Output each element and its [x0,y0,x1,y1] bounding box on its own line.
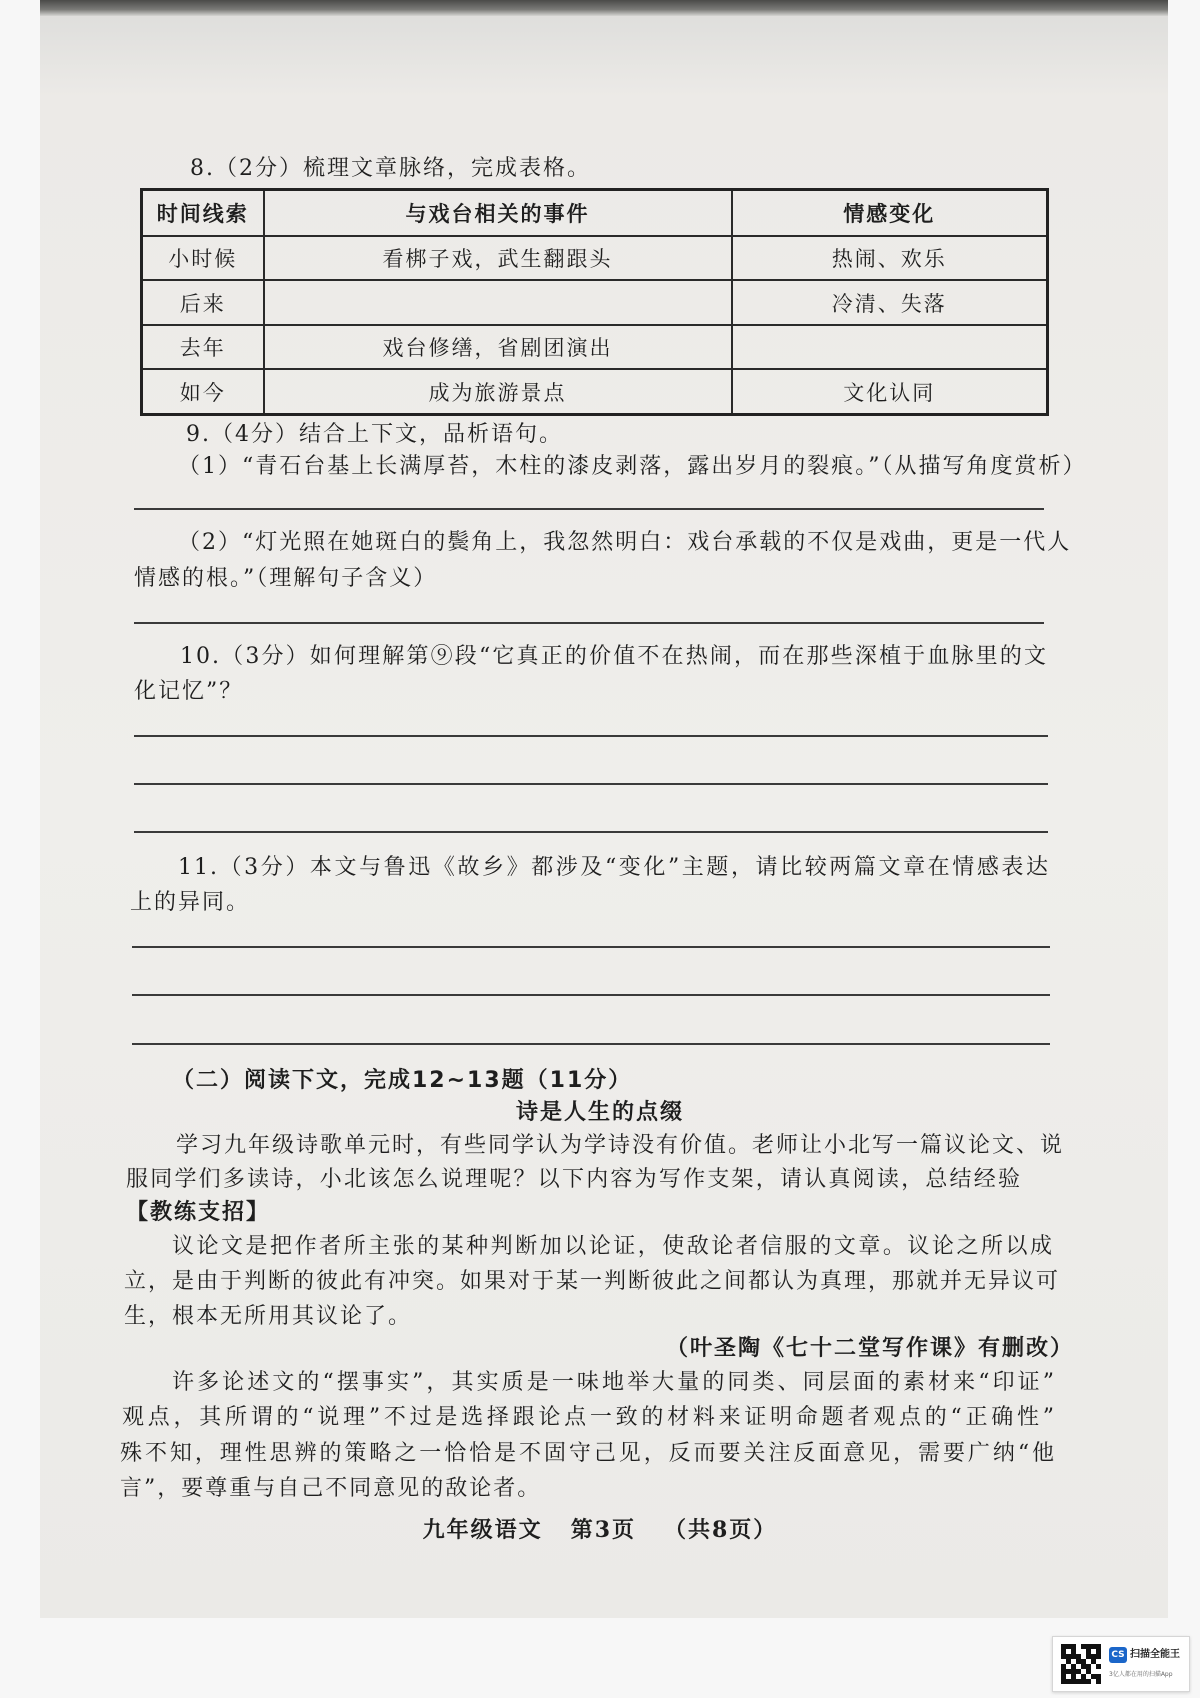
citation: （叶圣陶《七十二堂写作课》有删改） [666,1336,1075,1361]
coach-heading: 【教练支招】 [126,1200,271,1225]
section-heading: （二）阅读下文，完成12~13题（11分） [172,1068,633,1093]
paragraph-line: 许多论述文的“摆事实”，其实质是一味地举大量的同类、同层面的素材来“印证” [172,1370,1056,1395]
question-9-sub1: （1）“青石台基上长满厚苔，木柱的漆皮剥落，露出岁月的裂痕。”（从描写角度赏析） [178,454,1087,479]
table-cell: 戏台修缮，省剧团演出 [264,325,732,369]
paragraph-line: 殊不知，理性思辨的策略之一恰恰是不固守己见，反而要关注反面意见，需要广纳“他 [120,1441,1056,1466]
table-cell: 文化认同 [732,369,1048,414]
answer-line [134,735,1048,737]
table-cell-blank [264,280,732,324]
footer-page: 第3页 [570,1517,636,1543]
page-footer [0,1513,1200,1544]
table-cell: 如今 [142,369,264,414]
table-header: 与戏台相关的事件 [264,190,732,237]
table-cell: 冷清、失落 [732,280,1048,324]
table-cell: 后来 [142,280,264,324]
question-11-line: 上的异同。 [130,890,251,915]
table-cell: 成为旅游景点 [264,369,732,414]
table-row [142,236,1048,280]
paragraph-line: 言”，要尊重与自己不同意见的敌论者。 [120,1476,542,1501]
question-9-sub2-line: 情感的根。”（理解句子含义） [134,566,438,591]
table-header: 时间线索 [142,190,264,237]
question-10-line: 10.（3分）如何理解第⑨段“它真正的价值不在热闹，而在那些深植于血脉里的文 [180,644,1048,669]
question-11-line: 11.（3分）本文与鲁迅《故乡》都涉及“变化”主题，请比较两篇文章在情感表达 [178,855,1050,880]
paragraph-line: 观点，其所谓的“说理”不过是选择跟论点一致的材料来证明命题者观点的“正确性” [122,1405,1056,1430]
table-cell-blank [732,325,1048,369]
table-cell: 去年 [142,325,264,369]
answer-line [132,1043,1050,1045]
scan-edge [40,0,1168,16]
table-header: 情感变化 [732,190,1048,237]
table-cell: 看梆子戏，武生翻跟头 [264,236,732,280]
camscanner-logo-icon: CS [1109,1647,1127,1663]
table-row [142,325,1048,369]
answer-line [132,994,1050,996]
quote-line: 生，根本无所用其议论了。 [124,1304,413,1329]
question-9-prompt: 9.（4分）结合上下文，品析语句。 [186,422,563,447]
footer-total: （共8页） [664,1517,778,1543]
watermark-tagline: 3亿人都在用的扫描App [1109,1671,1173,1678]
table-row [142,369,1048,414]
question-10-line: 化记忆”？ [134,679,244,704]
answer-line [132,946,1050,948]
answer-line [134,783,1048,785]
answer-line [134,622,1044,624]
answer-line [134,508,1044,510]
article-title: 诗是人生的点缀 [515,1100,684,1125]
footer-subject: 九年级语文 [422,1517,543,1543]
quote-line: 议论文是把作者所主张的某种判断加以论证，使敌论者信服的文章。议论之所以成 [172,1234,1054,1259]
question-8-prompt: 8.（2分）梳理文章脉络，完成表格。 [190,156,591,181]
intro-line: 学习九年级诗歌单元时，有些同学认为学诗没有价值。老师让小北写一篇议论文、说 [176,1133,1065,1158]
timeline-table [140,188,1049,416]
qr-code-icon [1061,1644,1101,1684]
quote-line: 立，是由于判断的彼此有冲突。如果对于某一判断彼此之间都认为真理，那就并无异议可 [124,1269,1061,1294]
table-row [142,280,1048,324]
intro-line: 服同学们多读诗，小北该怎么说理呢？以下内容为写作支架，请认真阅读，总结经验 [126,1167,1022,1192]
answer-line [134,831,1048,833]
table-cell: 热闹、欢乐 [732,236,1048,280]
scanner-watermark [1052,1636,1190,1692]
question-9-sub2-line: （2）“灯光照在她斑白的鬓角上，我忽然明白：戏台承载的不仅是戏曲，更是一代人 [178,530,1072,555]
watermark-app-name: 扫描全能王 [1130,1649,1180,1660]
table-cell: 小时候 [142,236,264,280]
table-header-row [142,190,1048,237]
